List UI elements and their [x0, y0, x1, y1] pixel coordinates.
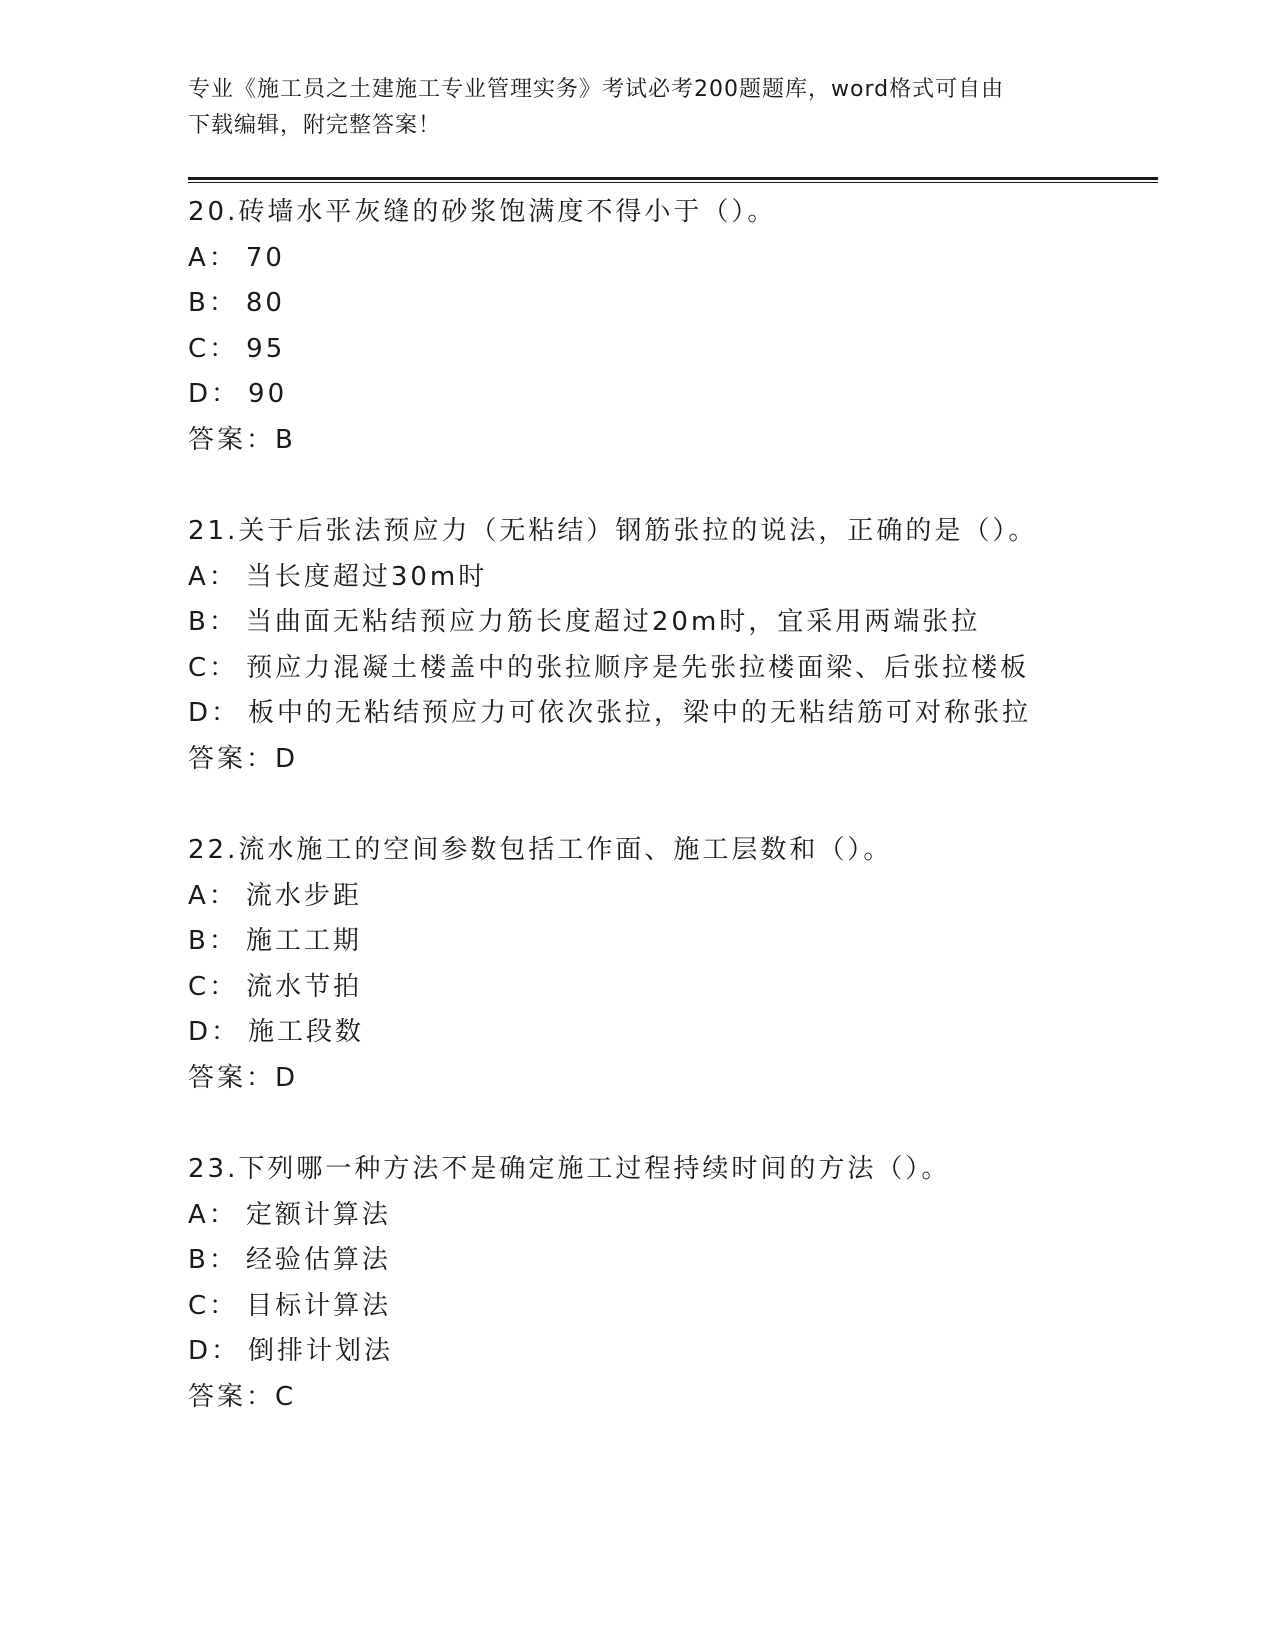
answer-label: 答案： — [188, 1381, 276, 1412]
option-text: 流水步距 — [245, 880, 362, 911]
option-a — [188, 1193, 1148, 1239]
option-text: 定额计算法 — [245, 1199, 391, 1230]
question-stem: 22.流水施工的空间参数包括工作面、施工层数和（）。 — [188, 835, 893, 865]
option-c — [188, 1284, 1148, 1330]
answer-label: 答案： — [188, 424, 276, 455]
option-c — [188, 965, 1148, 1011]
option-text: 板中的无粘结预应力可依次张拉，梁中的无粘结筋可对称张拉 — [248, 698, 1032, 728]
option-separator: ： — [209, 1290, 239, 1321]
option-letter: C — [188, 971, 210, 1002]
option-letter: D — [188, 698, 212, 728]
answer-line — [188, 1375, 1148, 1421]
option-text: 80 — [245, 288, 285, 318]
header-divider-thick — [188, 177, 1158, 180]
option-b — [188, 919, 1148, 965]
option-a — [188, 555, 1148, 601]
question-stem: 20.砖墙水平灰缝的砂浆饱满度不得小于（）。 — [188, 197, 777, 227]
option-separator: ： — [211, 379, 241, 409]
option-d — [188, 691, 1148, 737]
option-text: 当曲面无粘结预应力筋长度超过20m时，宜采用两端张拉 — [245, 607, 981, 637]
option-separator: ： — [208, 242, 238, 273]
option-text: 当长度超过30m时 — [245, 561, 488, 592]
option-letter: C — [188, 333, 210, 364]
option-separator: ： — [211, 1017, 241, 1047]
option-letter: D — [188, 379, 212, 409]
answer-line — [188, 1056, 1148, 1102]
option-letter: D — [188, 1336, 212, 1366]
option-separator: ： — [208, 1199, 238, 1230]
question-stem: 23.下列哪一种方法不是确定施工过程持续时间的方法（）。 — [188, 1154, 951, 1184]
option-a — [188, 874, 1148, 920]
option-separator: ： — [208, 880, 238, 911]
option-text: 流水节拍 — [246, 971, 363, 1002]
answer-value: D — [275, 1062, 299, 1093]
answer-value: D — [275, 743, 299, 774]
option-separator: ： — [208, 607, 238, 637]
option-separator: ： — [208, 926, 238, 956]
option-text: 倒排计划法 — [248, 1336, 394, 1366]
question-block — [188, 828, 1148, 1101]
option-letter: B — [188, 288, 209, 318]
option-separator: ： — [209, 333, 239, 364]
option-separator: ： — [208, 561, 238, 592]
option-separator: ： — [208, 288, 238, 318]
answer-line — [188, 737, 1148, 783]
document-header — [188, 72, 1068, 144]
option-text: 90 — [248, 379, 288, 409]
option-b — [188, 1238, 1148, 1284]
option-text: 预应力混凝土楼盖中的张拉顺序是先张拉楼面梁、后张拉楼板 — [246, 652, 1030, 683]
option-letter: B — [188, 607, 209, 637]
option-separator: ： — [209, 971, 239, 1002]
option-c — [188, 327, 1148, 373]
option-letter: A — [188, 242, 209, 273]
option-d — [188, 1329, 1148, 1375]
question-block — [188, 190, 1148, 463]
option-text: 目标计算法 — [246, 1290, 392, 1321]
option-letter: B — [188, 926, 209, 956]
option-separator: ： — [211, 698, 241, 728]
option-separator: ： — [211, 1336, 241, 1366]
question-block — [188, 509, 1148, 782]
option-a — [188, 236, 1148, 282]
option-letter: B — [188, 1245, 209, 1275]
option-b — [188, 600, 1148, 646]
option-letter: A — [188, 880, 209, 911]
option-letter: C — [188, 652, 210, 683]
option-text: 施工段数 — [248, 1017, 365, 1047]
option-d — [188, 1010, 1148, 1056]
option-d — [188, 372, 1148, 418]
header-divider-thin — [188, 182, 1158, 183]
question-block — [188, 1147, 1148, 1420]
question-list — [188, 190, 1148, 1466]
option-letter: A — [188, 1199, 209, 1230]
answer-line — [188, 418, 1148, 464]
option-letter: A — [188, 561, 209, 592]
option-letter: D — [188, 1017, 212, 1047]
option-text: 经验估算法 — [245, 1245, 391, 1275]
option-text: 施工工期 — [245, 926, 362, 956]
option-text: 95 — [246, 333, 286, 364]
header-line-1: 专业《施工员之土建施工专业管理实务》考试必考200题题库，word格式可自由 — [188, 77, 1005, 102]
answer-value: C — [275, 1381, 297, 1412]
option-letter: C — [188, 1290, 210, 1321]
answer-label: 答案： — [188, 743, 276, 774]
option-separator: ： — [209, 652, 239, 683]
question-stem: 21.关于后张法预应力（无粘结）钢筋张拉的说法，正确的是（）。 — [188, 516, 1038, 546]
answer-value: B — [275, 424, 296, 455]
option-b — [188, 281, 1148, 327]
option-text: 70 — [245, 242, 285, 273]
option-separator: ： — [208, 1245, 238, 1275]
answer-label: 答案： — [188, 1062, 276, 1093]
header-line-2: 下载编辑，附完整答案！ — [188, 113, 442, 138]
option-c — [188, 646, 1148, 692]
